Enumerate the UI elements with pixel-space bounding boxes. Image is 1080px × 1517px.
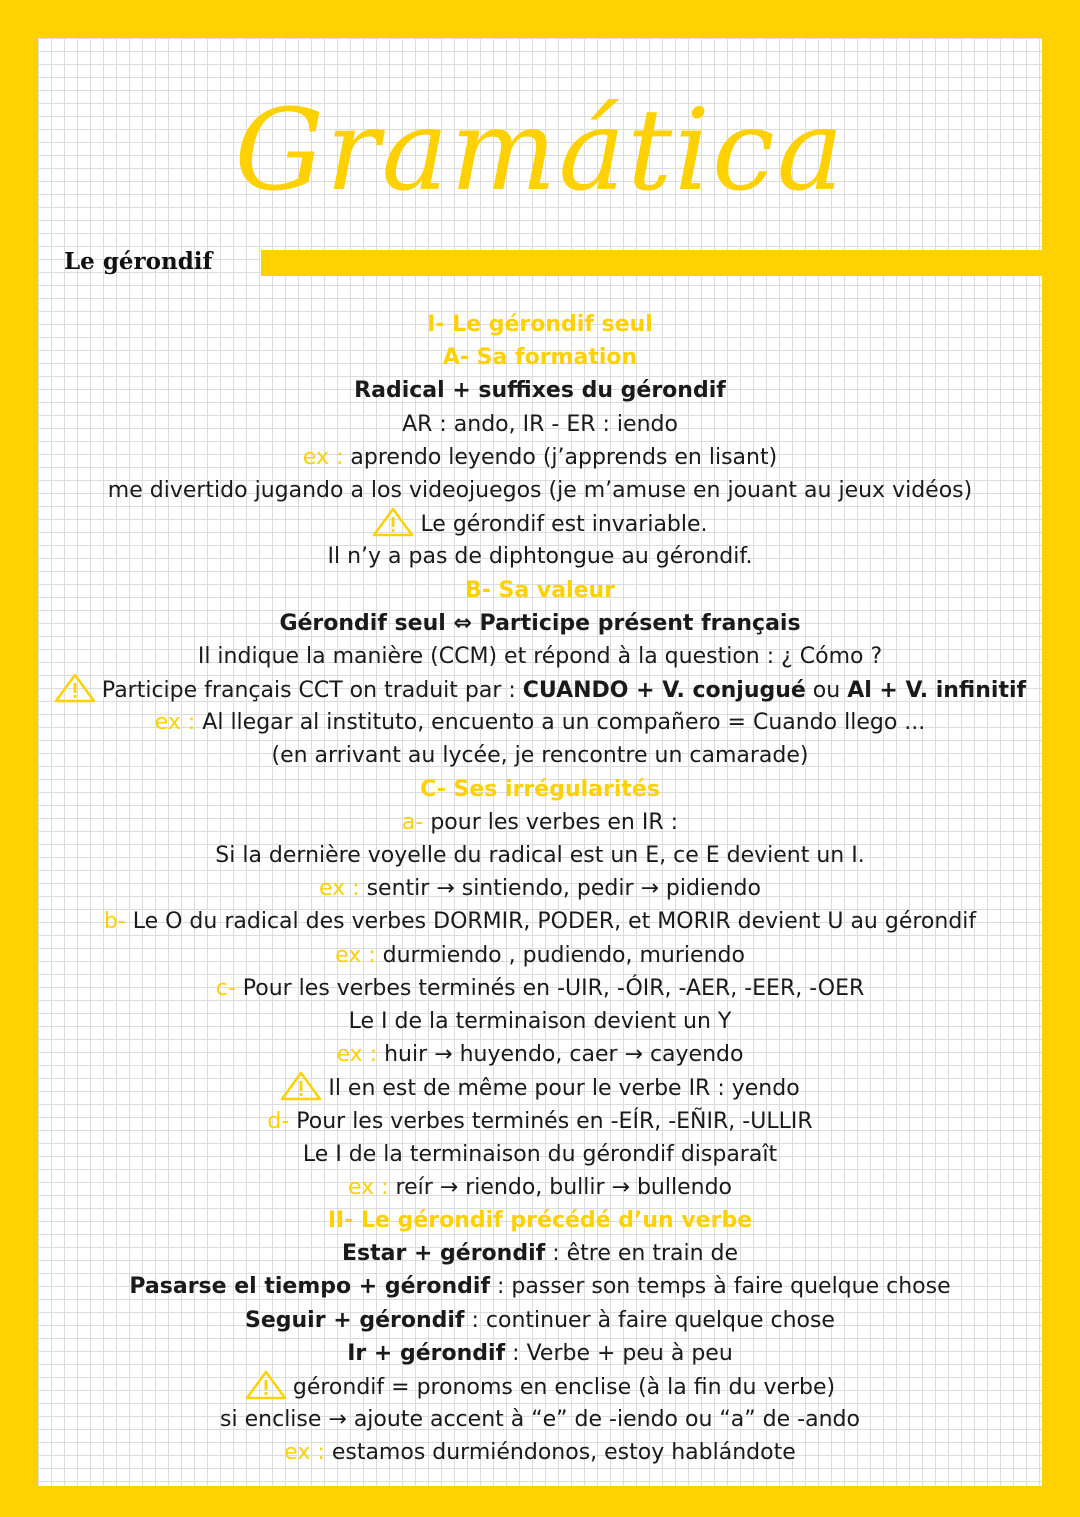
- text-line: (en arrivant au lycée, je rencontre un camarade): [271, 743, 809, 769]
- warning-triangle-icon: [372, 507, 414, 537]
- warning-line: Participe français CCT on traduit par : CUANDO + V. conjugué ou Al + V. infinitif: [38, 673, 1042, 706]
- rule-line: Estar + gérondif : être en train de: [341, 1241, 739, 1267]
- subheading-c: C- Ses irrégularités: [420, 776, 660, 802]
- example-line: ex : reír → riendo, bullir → bullendo: [347, 1174, 733, 1200]
- text-line: Si la dernière voyelle du radical est un E, ce E devient un I.: [215, 843, 865, 868]
- rule-line: Pasarse el tiempo + gérondif : passer son temps à faire quelque chose: [129, 1274, 951, 1300]
- rule-line: Radical + suffixes du gérondif: [354, 378, 726, 404]
- warning-line: Il en est de même pour le verbe IR : yendo: [38, 1071, 1042, 1104]
- text-line: me divertido jugando a los videojuegos (je m’amuse en jouant au jeux vidéos): [107, 477, 973, 503]
- example-line: ex : sentir → sintiendo, pedir → pidiendo: [319, 876, 761, 902]
- section-highlight-bar: [261, 250, 1042, 276]
- rule-line: Ir + gérondif : Verbe + peu à peu: [347, 1340, 733, 1366]
- example-line: ex : durmiendo , pudiendo, muriendo: [335, 942, 745, 968]
- section-title: Le gérondif: [64, 248, 213, 275]
- list-item: b- Le O du radical des verbes DORMIR, PODER, et MORIR devient U au gérondif: [103, 909, 977, 935]
- warning-triangle-icon: [245, 1370, 287, 1400]
- text-line: Le I de la terminaison devient un Y: [348, 1008, 732, 1034]
- list-item: a- pour les verbes en IR :: [401, 809, 679, 835]
- warning-line: Le gérondif est invariable.: [38, 507, 1042, 540]
- list-item: c- Pour les verbes terminés en -UIR, -ÓIR, -AER, -EER, -OER: [215, 975, 865, 1001]
- text-line: Le I de la terminaison du gérondif disparaît: [302, 1141, 778, 1167]
- example-line: ex : estamos durmiéndonos, estoy hablándote: [284, 1440, 796, 1466]
- page-title: Gramática: [234, 86, 846, 216]
- subheading-a: A- Sa formation: [442, 345, 638, 371]
- heading-1: I- Le gérondif seul: [427, 312, 653, 337]
- rule-line: Seguir + gérondif : continuer à faire quelque chose: [245, 1307, 835, 1333]
- example-line: ex : aprendo leyendo (j’apprends en lisant): [302, 444, 778, 470]
- subheading-b: B- Sa valeur: [464, 577, 616, 603]
- list-item: d- Pour les verbes terminés en -EÍR, -EÑIR, -ULLIR: [267, 1108, 813, 1134]
- example-line: ex : Al llegar al instituto, encuento a un compañero = Cuando llego ...: [154, 710, 926, 736]
- warning-triangle-icon: [54, 673, 96, 703]
- rule-line: Gérondif seul ⇔ Participe présent français: [279, 610, 801, 636]
- warning-triangle-icon: [280, 1071, 322, 1101]
- warning-line: gérondif = pronoms en enclise (à la fin du verbe): [38, 1370, 1042, 1403]
- notes-body: [38, 308, 1042, 1470]
- text-line: AR : ando, IR - ER : iendo: [402, 411, 678, 437]
- text-line: Il indique la manière (CCM) et répond à la question : ¿ Cómo ?: [197, 643, 883, 669]
- notes-page: [38, 38, 1042, 1486]
- heading-2: II- Le gérondif précédé d’un verbe: [327, 1208, 753, 1234]
- text-line: si enclise → ajoute accent à “e” de -iendo ou “a” de -ando: [220, 1407, 860, 1433]
- example-line: ex : huir → huyendo, caer → cayendo: [336, 1042, 744, 1068]
- text-line: Il n’y a pas de diphtongue au gérondif.: [327, 544, 753, 570]
